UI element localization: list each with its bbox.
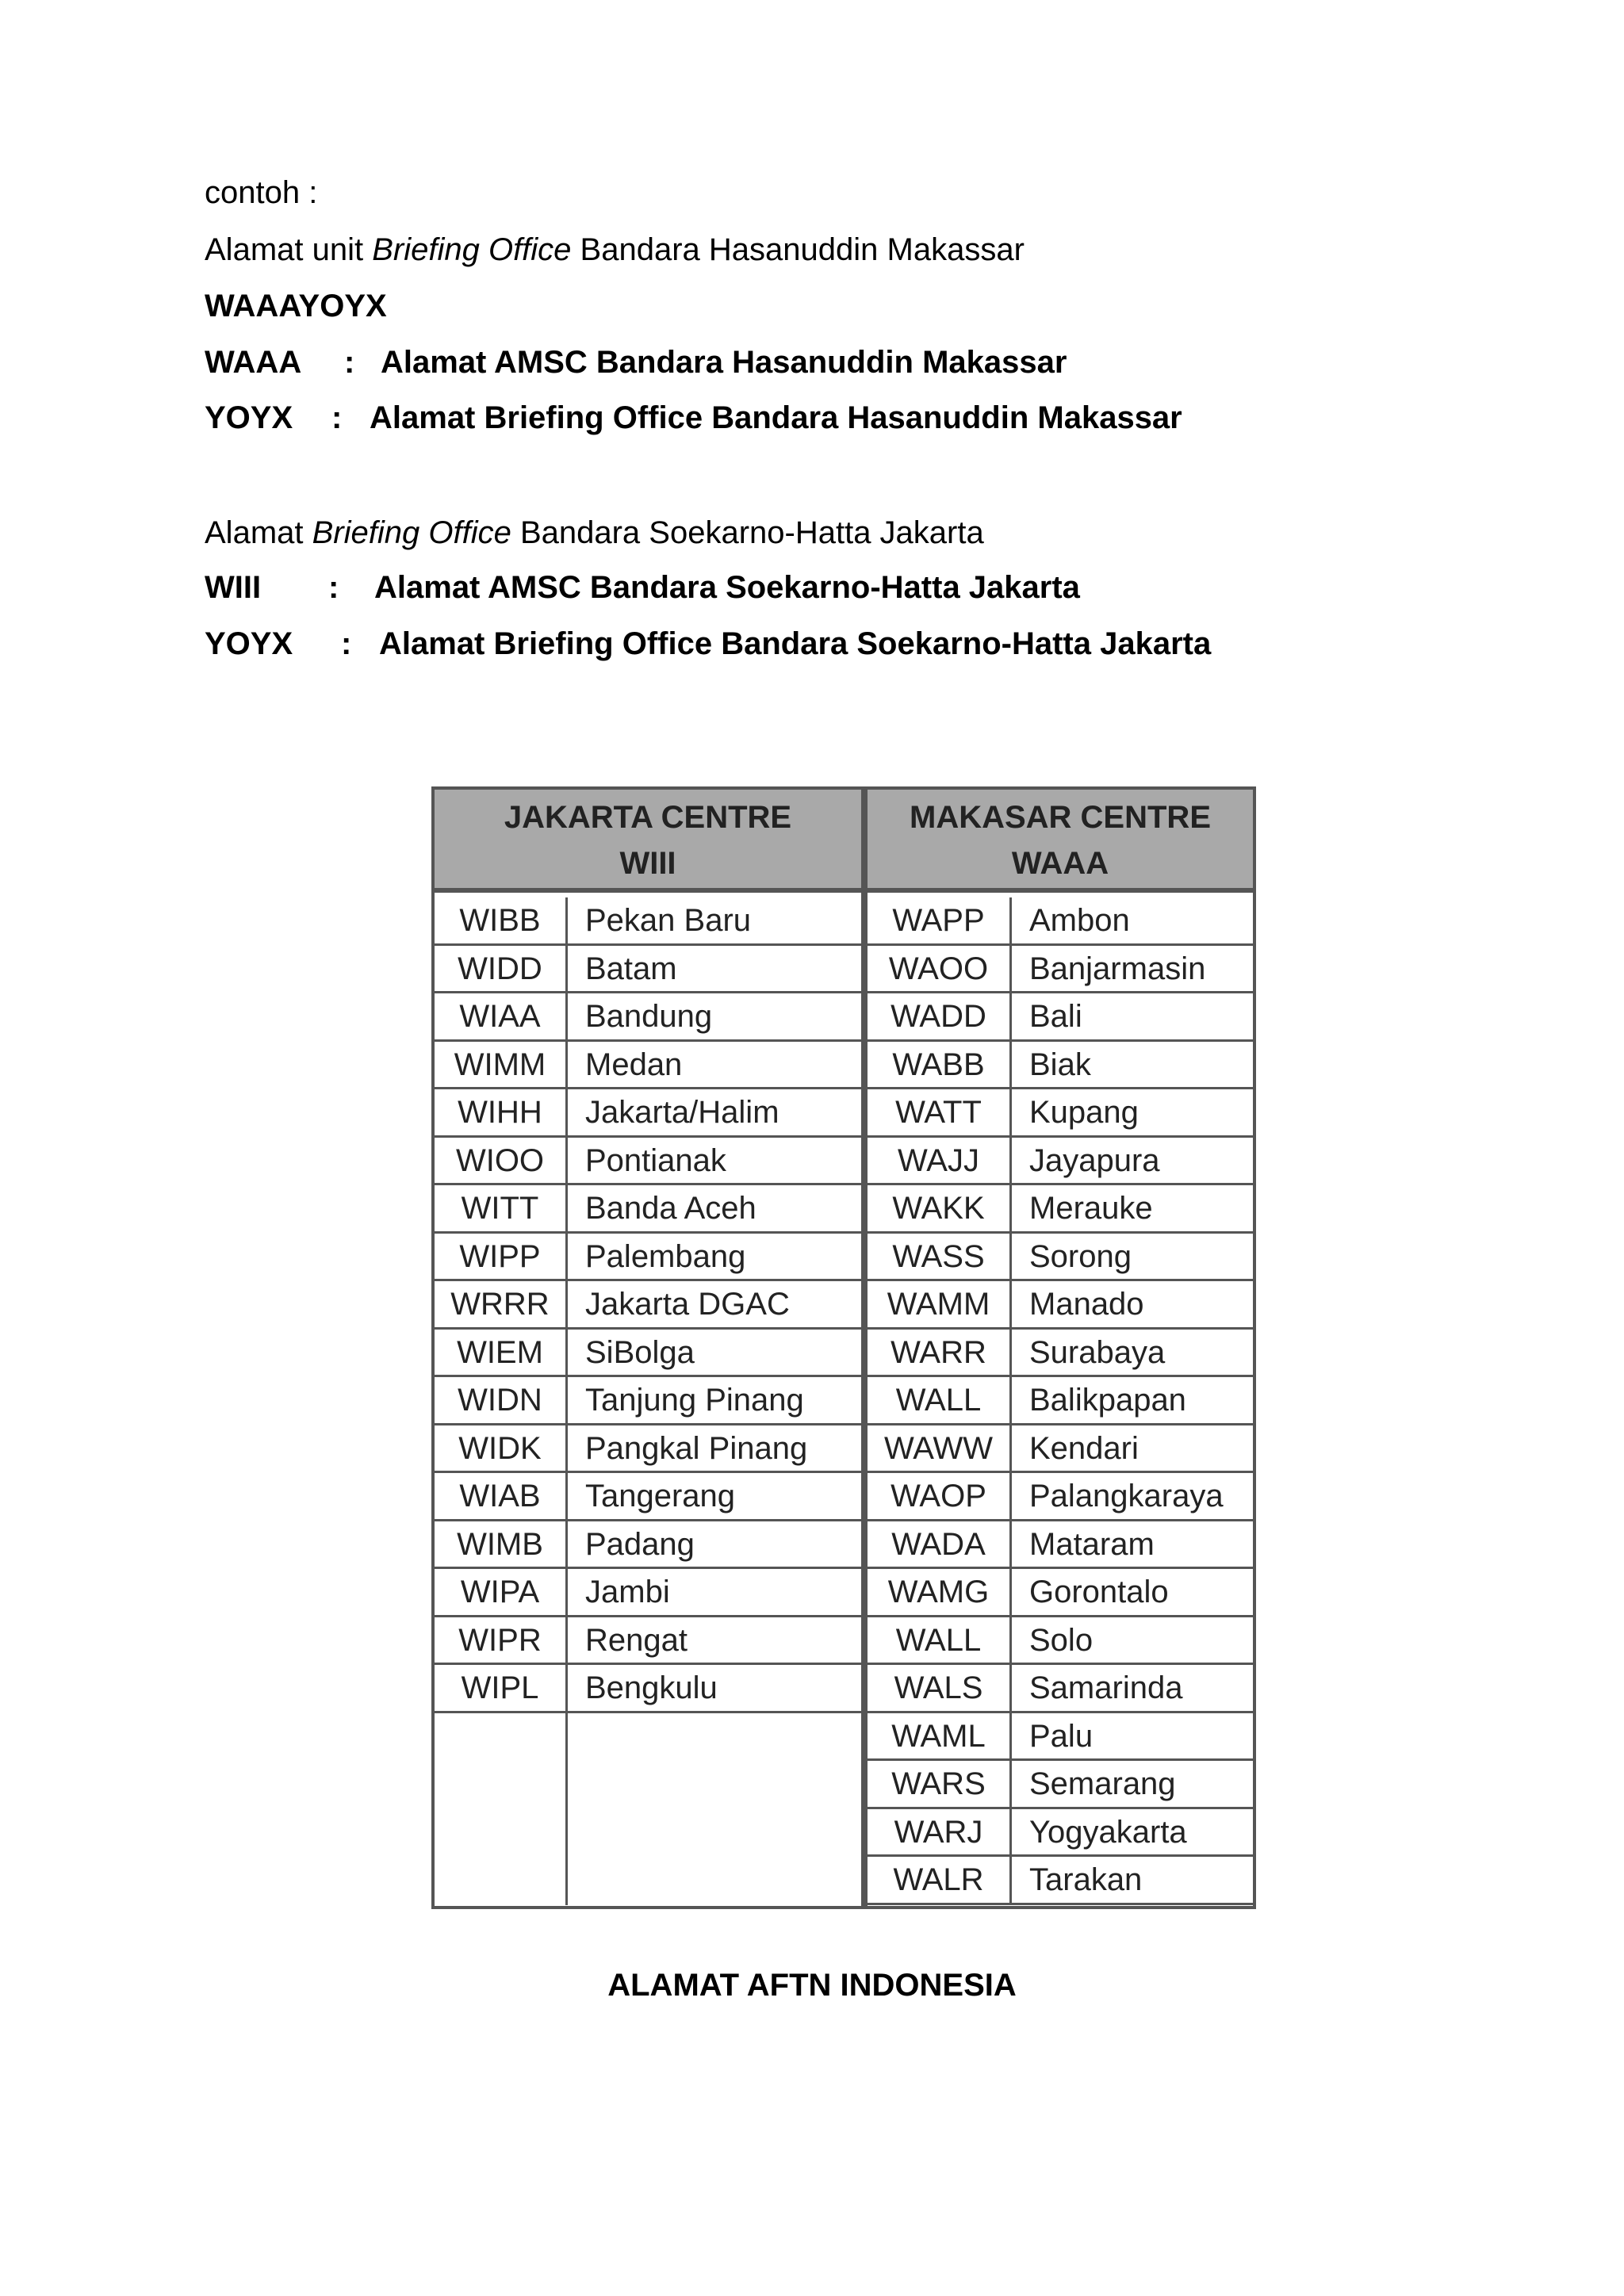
- table-row: [868, 1042, 1253, 1090]
- table-row: [435, 1713, 861, 1762]
- makasar-code-cell: WAKK: [868, 1185, 1012, 1231]
- makasar-code-cell: WARJ: [868, 1809, 1012, 1855]
- jakarta-location-cell: Pangkal Pinang: [585, 1430, 808, 1466]
- table-row: [868, 946, 1253, 994]
- example2-line1-text: Alamat AMSC Bandara Soekarno-Hatta Jakarta: [374, 570, 1080, 605]
- jakarta-code-cell: WIDK: [435, 1425, 568, 1471]
- makasar-location-cell: Palu: [1029, 1718, 1094, 1754]
- jakarta-centre-code: WIII: [619, 846, 676, 881]
- makasar-location-cell: Gorontalo: [1029, 1575, 1169, 1609]
- makasar-location-cell: Surabaya: [1029, 1334, 1166, 1370]
- makasar-code-cell: WALS: [868, 1665, 1012, 1711]
- example2-heading: [205, 514, 984, 552]
- jakarta-location-cell: [568, 1761, 585, 1809]
- table-row: [868, 1569, 1253, 1617]
- makasar-centre-title: MAKASAR CENTRE: [910, 800, 1211, 835]
- makasar-code-cell: WADA: [868, 1521, 1012, 1567]
- makasar-location-cell: Bali: [1029, 999, 1082, 1034]
- table-row: [435, 1761, 861, 1809]
- table-row: [435, 1138, 861, 1186]
- aftn-address-table: [431, 786, 1256, 1912]
- jakarta-location-cell: Padang: [585, 1526, 695, 1562]
- jakarta-code-cell: WIHH: [435, 1089, 568, 1135]
- example2-suffix: Bandara Soekarno-Hatta Jakarta: [511, 515, 984, 550]
- jakarta-location-cell: SiBolga: [585, 1334, 695, 1370]
- jakarta-code-cell: WIPP: [435, 1234, 568, 1280]
- jakarta-code-cell: WRRR: [435, 1281, 568, 1327]
- makasar-code-cell: WAPP: [868, 897, 1012, 943]
- makasar-location-cell: Balikpapan: [1029, 1383, 1186, 1418]
- example-label: contoh :: [205, 175, 318, 210]
- jakarta-code-cell: [435, 1857, 568, 1905]
- table-row: [435, 1569, 861, 1617]
- makasar-location-cell: Ambon: [1029, 903, 1130, 938]
- example1-line1-text: Alamat AMSC Bandara Hasanuddin Makassar: [381, 345, 1067, 380]
- table-row: [868, 1138, 1253, 1186]
- table-row: [435, 897, 861, 946]
- table-row: [868, 1665, 1253, 1713]
- table-row: [435, 1665, 861, 1713]
- example1-italic: Briefing Office: [372, 232, 572, 267]
- makasar-location-cell: Samarinda: [1029, 1670, 1183, 1705]
- makasar-code-cell: WAMM: [868, 1281, 1012, 1327]
- example1-line2-colon: :: [331, 400, 343, 435]
- example2-line2-code: YOYX: [205, 626, 293, 661]
- table-row: [435, 1425, 861, 1474]
- makasar-centre-header: [868, 790, 1253, 893]
- jakarta-location-cell: Bengkulu: [585, 1670, 718, 1705]
- example1-line2-code: YOYX: [205, 400, 293, 435]
- table-row: [868, 1089, 1253, 1138]
- makasar-code-cell: WALR: [868, 1857, 1012, 1903]
- jakarta-location-cell: [568, 1857, 585, 1905]
- jakarta-code-cell: WIDN: [435, 1377, 568, 1423]
- makasar-location-cell: Tarakan: [1029, 1862, 1143, 1897]
- jakarta-location-cell: Jambi: [585, 1575, 670, 1609]
- table-row: [435, 993, 861, 1042]
- table-row: [868, 1521, 1253, 1570]
- makasar-code-cell: WARS: [868, 1761, 1012, 1807]
- jakarta-code-cell: [435, 1713, 568, 1762]
- makasar-centre-table: [864, 786, 1256, 1909]
- makasar-code-cell: WAWW: [868, 1425, 1012, 1471]
- jakarta-location-cell: Banda Aceh: [585, 1191, 756, 1226]
- example2-line1-code: WIII: [205, 570, 262, 605]
- makasar-code-cell: WAMG: [868, 1569, 1012, 1615]
- makasar-location-cell: Mataram: [1029, 1526, 1155, 1562]
- jakarta-code-cell: WIAA: [435, 993, 568, 1039]
- jakarta-location-cell: [568, 1713, 585, 1762]
- table-row: [868, 1473, 1253, 1521]
- makasar-location-cell: Semarang: [1029, 1766, 1176, 1801]
- jakarta-code-cell: WIPR: [435, 1617, 568, 1663]
- jakarta-code-cell: WIBB: [435, 897, 568, 943]
- jakarta-location-cell: Medan: [585, 1047, 683, 1082]
- jakarta-code-cell: [435, 1809, 568, 1858]
- example1-prefix: Alamat unit: [205, 232, 373, 267]
- table-caption: ALAMAT AFTN INDONESIA: [607, 1968, 1017, 2003]
- table-row: [435, 1042, 861, 1090]
- makasar-code-cell: WAOO: [868, 946, 1012, 992]
- jakarta-code-cell: WIMB: [435, 1521, 568, 1567]
- jakarta-location-cell: Pontianak: [585, 1142, 726, 1178]
- table-row: [868, 1713, 1253, 1762]
- table-row: [435, 1857, 861, 1905]
- makasar-code-cell: WASS: [868, 1234, 1012, 1280]
- makasar-location-cell: Merauke: [1029, 1191, 1153, 1226]
- jakarta-location-cell: Palembang: [585, 1238, 746, 1274]
- makasar-location-cell: Manado: [1029, 1287, 1144, 1322]
- table-row: [435, 1809, 861, 1858]
- jakarta-location-cell: Pekan Baru: [585, 903, 752, 938]
- example2-prefix: Alamat: [205, 515, 312, 550]
- makasar-centre-rows: [868, 897, 1253, 1905]
- makasar-location-cell: Solo: [1029, 1622, 1094, 1658]
- table-row: [868, 1234, 1253, 1282]
- makasar-code-cell: WADD: [868, 993, 1012, 1039]
- jakarta-centre-title: JAKARTA CENTRE: [504, 800, 792, 835]
- example2-line1-colon: :: [328, 570, 339, 605]
- table-row: [435, 1089, 861, 1138]
- example1-line1-colon: :: [344, 345, 355, 380]
- table-row: [868, 1425, 1253, 1474]
- makasar-location-cell: Jayapura: [1029, 1142, 1160, 1178]
- table-row: [435, 1234, 861, 1282]
- example1-line2-text: Alamat Briefing Office Bandara Hasanuddin Makassar: [370, 400, 1182, 435]
- makasar-code-cell: WARR: [868, 1330, 1012, 1376]
- table-row: [435, 1473, 861, 1521]
- table-row: [435, 1521, 861, 1570]
- table-row: [868, 1761, 1253, 1809]
- makasar-code-cell: WABB: [868, 1042, 1012, 1088]
- jakarta-location-cell: Jakarta DGAC: [585, 1287, 790, 1322]
- table-row: [435, 1617, 861, 1666]
- table-row: [868, 897, 1253, 946]
- jakarta-code-cell: WIPL: [435, 1665, 568, 1711]
- makasar-code-cell: WALL: [868, 1377, 1012, 1423]
- makasar-centre-code: WAAA: [1011, 846, 1109, 881]
- table-row: [868, 1281, 1253, 1330]
- jakarta-location-cell: Jakarta/Halim: [585, 1095, 779, 1130]
- example1-address: WAAAYOYX: [205, 289, 387, 323]
- jakarta-location-cell: Batam: [585, 951, 677, 986]
- example1-suffix: Bandara Hasanuddin Makassar: [571, 232, 1025, 267]
- table-row: [868, 1377, 1253, 1425]
- makasar-location-cell: Palangkaraya: [1029, 1479, 1224, 1513]
- table-row: [435, 1377, 861, 1425]
- makasar-location-cell: Banjarmasin: [1029, 951, 1206, 986]
- jakarta-code-cell: WIEM: [435, 1330, 568, 1376]
- makasar-location-cell: Yogyakarta: [1029, 1814, 1187, 1850]
- jakarta-location-cell: Bandung: [585, 999, 713, 1034]
- table-row: [435, 1281, 861, 1330]
- makasar-code-cell: WATT: [868, 1089, 1012, 1135]
- jakarta-code-cell: [435, 1761, 568, 1809]
- makasar-location-cell: Sorong: [1029, 1238, 1132, 1274]
- example2-line2-colon: :: [341, 626, 352, 661]
- jakarta-centre-rows: [435, 897, 861, 1905]
- table-row: [435, 1185, 861, 1234]
- table-row: [868, 1330, 1253, 1378]
- table-row: [868, 1617, 1253, 1666]
- jakarta-code-cell: WIOO: [435, 1138, 568, 1184]
- makasar-location-cell: Kendari: [1029, 1430, 1139, 1466]
- example2-line2-text: Alamat Briefing Office Bandara Soekarno-Hatta Jakarta: [379, 626, 1212, 661]
- example1-line1-code: WAAA: [205, 345, 302, 380]
- makasar-location-cell: Biak: [1029, 1047, 1091, 1082]
- jakarta-location-cell: [568, 1809, 585, 1858]
- jakarta-location-cell: Rengat: [585, 1622, 688, 1658]
- example2-italic: Briefing Office: [312, 515, 511, 550]
- table-row: [435, 946, 861, 994]
- jakarta-location-cell: Tangerang: [585, 1479, 736, 1513]
- table-row: [868, 1857, 1253, 1905]
- table-row: [868, 993, 1253, 1042]
- table-row: [868, 1185, 1253, 1234]
- jakarta-code-cell: WIPA: [435, 1569, 568, 1615]
- jakarta-location-cell: Tanjung Pinang: [585, 1383, 804, 1418]
- makasar-code-cell: WALL: [868, 1617, 1012, 1663]
- jakarta-code-cell: WIMM: [435, 1042, 568, 1088]
- table-row: [868, 1809, 1253, 1858]
- jakarta-centre-header: [435, 790, 861, 893]
- makasar-code-cell: WAJJ: [868, 1138, 1012, 1184]
- jakarta-code-cell: WITT: [435, 1185, 568, 1231]
- jakarta-code-cell: WIDD: [435, 946, 568, 992]
- jakarta-centre-table: [431, 786, 864, 1909]
- example1-heading: [205, 231, 1025, 269]
- table-row: [435, 1330, 861, 1378]
- makasar-code-cell: WAML: [868, 1713, 1012, 1759]
- jakarta-code-cell: WIAB: [435, 1473, 568, 1519]
- makasar-location-cell: Kupang: [1029, 1095, 1139, 1130]
- makasar-code-cell: WAOP: [868, 1473, 1012, 1519]
